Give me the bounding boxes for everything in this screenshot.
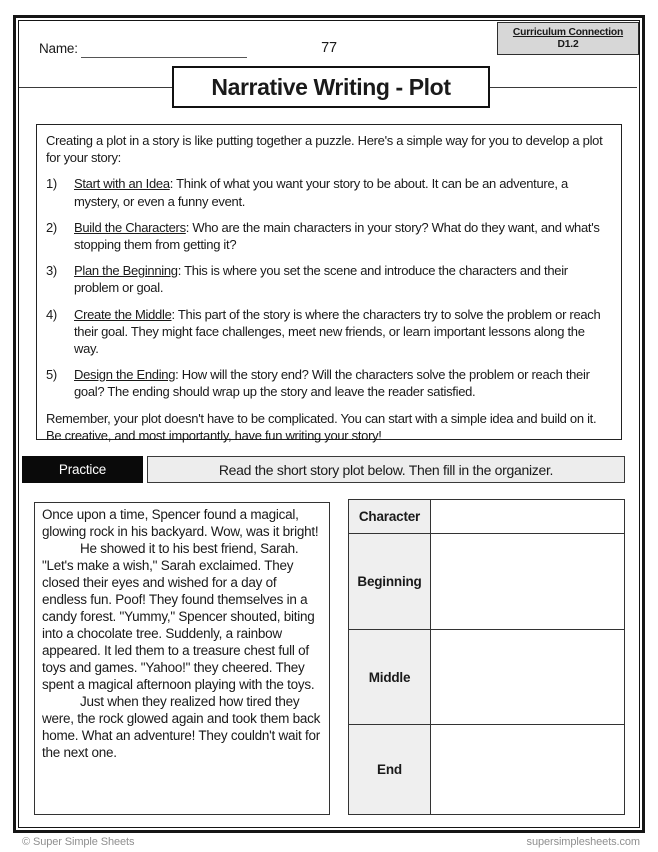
curriculum-connection-code: D1.2 xyxy=(557,38,579,50)
page-title: Narrative Writing - Plot xyxy=(211,73,451,100)
organizer-answer-character[interactable] xyxy=(431,500,624,533)
organizer-label-middle: Middle xyxy=(349,630,431,724)
step-rest: : This is where you set the scene and introduce the characters and their problem or goal. xyxy=(74,263,568,296)
curriculum-connection-title: Curriculum Connection xyxy=(512,26,624,38)
step-rest: : This part of the story is where the characters try to solve the problem or reach their goal. They might face challenges, meet new friends, or learn important lessons along the way. xyxy=(74,306,601,357)
step-lead: Create the Middle xyxy=(74,306,172,322)
organizer-answer-middle[interactable] xyxy=(431,630,624,724)
website-text: supersimplesheets.com xyxy=(526,836,640,848)
step-rest: : Who are the main characters in your story? What do they want, and what's stopping them from getting it? xyxy=(74,219,600,253)
instructions-outro: Remember, your plot doesn't have to be complicated. You can start with a simple idea and build on it. Be creative, and most importantly, have fun writing your story! xyxy=(46,410,597,443)
page-number: 77 xyxy=(321,40,337,56)
step-text xyxy=(66,306,612,358)
step-number: 3) xyxy=(46,263,57,279)
organizer-label-beginning: Beginning xyxy=(349,534,431,629)
curriculum-connection-box xyxy=(497,22,639,55)
instruction-step xyxy=(46,262,612,296)
organizer-label-character: Character xyxy=(349,500,431,533)
step-lead: Design the Ending xyxy=(74,367,176,383)
step-text xyxy=(66,219,612,253)
story-paragraph: Once upon a time, Spencer found a magical, glowing rock in his backyard. Wow, was it bright! xyxy=(42,507,319,539)
step-lead: Start with an Idea xyxy=(74,176,170,192)
step-number: 1) xyxy=(46,176,57,192)
story-paragraph: Just when they realized how tired they were, the rock glowed again and took them back home. What an adventure! They couldn't wait for the next one. xyxy=(42,694,321,760)
story-paragraph: He showed it to his best friend, Sarah. "Let's make a wish," Sarah exclaimed. They closed their eyes and wished for a day of endless fun. Poof! They found themselves in a candy forest. "Yummy," Spencer shouted, biting into a chocolate tree. Suddenly, a rainbow appeared. It led them to a treasure chest full of toys and games. "Yahoo!" they cheered. They spent a magical afternoon playing with the toys. xyxy=(42,541,315,692)
practice-badge: Practice xyxy=(22,456,143,483)
step-number: 4) xyxy=(46,306,57,322)
step-lead: Plan the Beginning xyxy=(74,263,178,279)
step-text xyxy=(66,262,612,296)
name-fill-line xyxy=(81,43,247,58)
instructions-box xyxy=(36,124,622,443)
table-row xyxy=(349,629,624,724)
step-lead: Build the Characters xyxy=(74,219,186,235)
instruction-step xyxy=(46,306,612,358)
step-text xyxy=(66,366,612,400)
table-row xyxy=(349,724,624,814)
copyright-text: © Super Simple Sheets xyxy=(22,836,135,848)
practice-instruction: Read the short story plot below. Then fill in the organizer. xyxy=(147,456,625,483)
plot-organizer-table xyxy=(348,499,625,815)
instruction-step xyxy=(46,366,612,400)
step-rest: : Think of what you want your story to be about. It can be an adventure, a mystery, or even a funny event. xyxy=(74,176,568,209)
table-row xyxy=(349,500,624,533)
organizer-answer-end[interactable] xyxy=(431,725,624,814)
name-label: Name: xyxy=(39,41,78,56)
instructions-intro: Creating a plot in a story is like putting together a puzzle. Here's a simple way for you to develop a plot for your story: xyxy=(46,133,603,166)
page-border xyxy=(13,15,645,833)
worksheet-title-box xyxy=(172,66,490,108)
step-text xyxy=(66,175,612,209)
instruction-step xyxy=(46,175,612,209)
step-number: 2) xyxy=(46,219,57,235)
page-inner-border xyxy=(18,20,640,828)
step-number: 5) xyxy=(46,367,57,383)
step-rest: : How will the story end? Will the characters solve the problem or reach their goal? The ending should wrap up the story and leave the reader satisfied. xyxy=(74,367,590,400)
instruction-step xyxy=(46,219,612,253)
organizer-label-end: End xyxy=(349,725,431,814)
story-text-box xyxy=(34,502,330,815)
organizer-answer-beginning[interactable] xyxy=(431,534,624,629)
table-row xyxy=(349,533,624,629)
